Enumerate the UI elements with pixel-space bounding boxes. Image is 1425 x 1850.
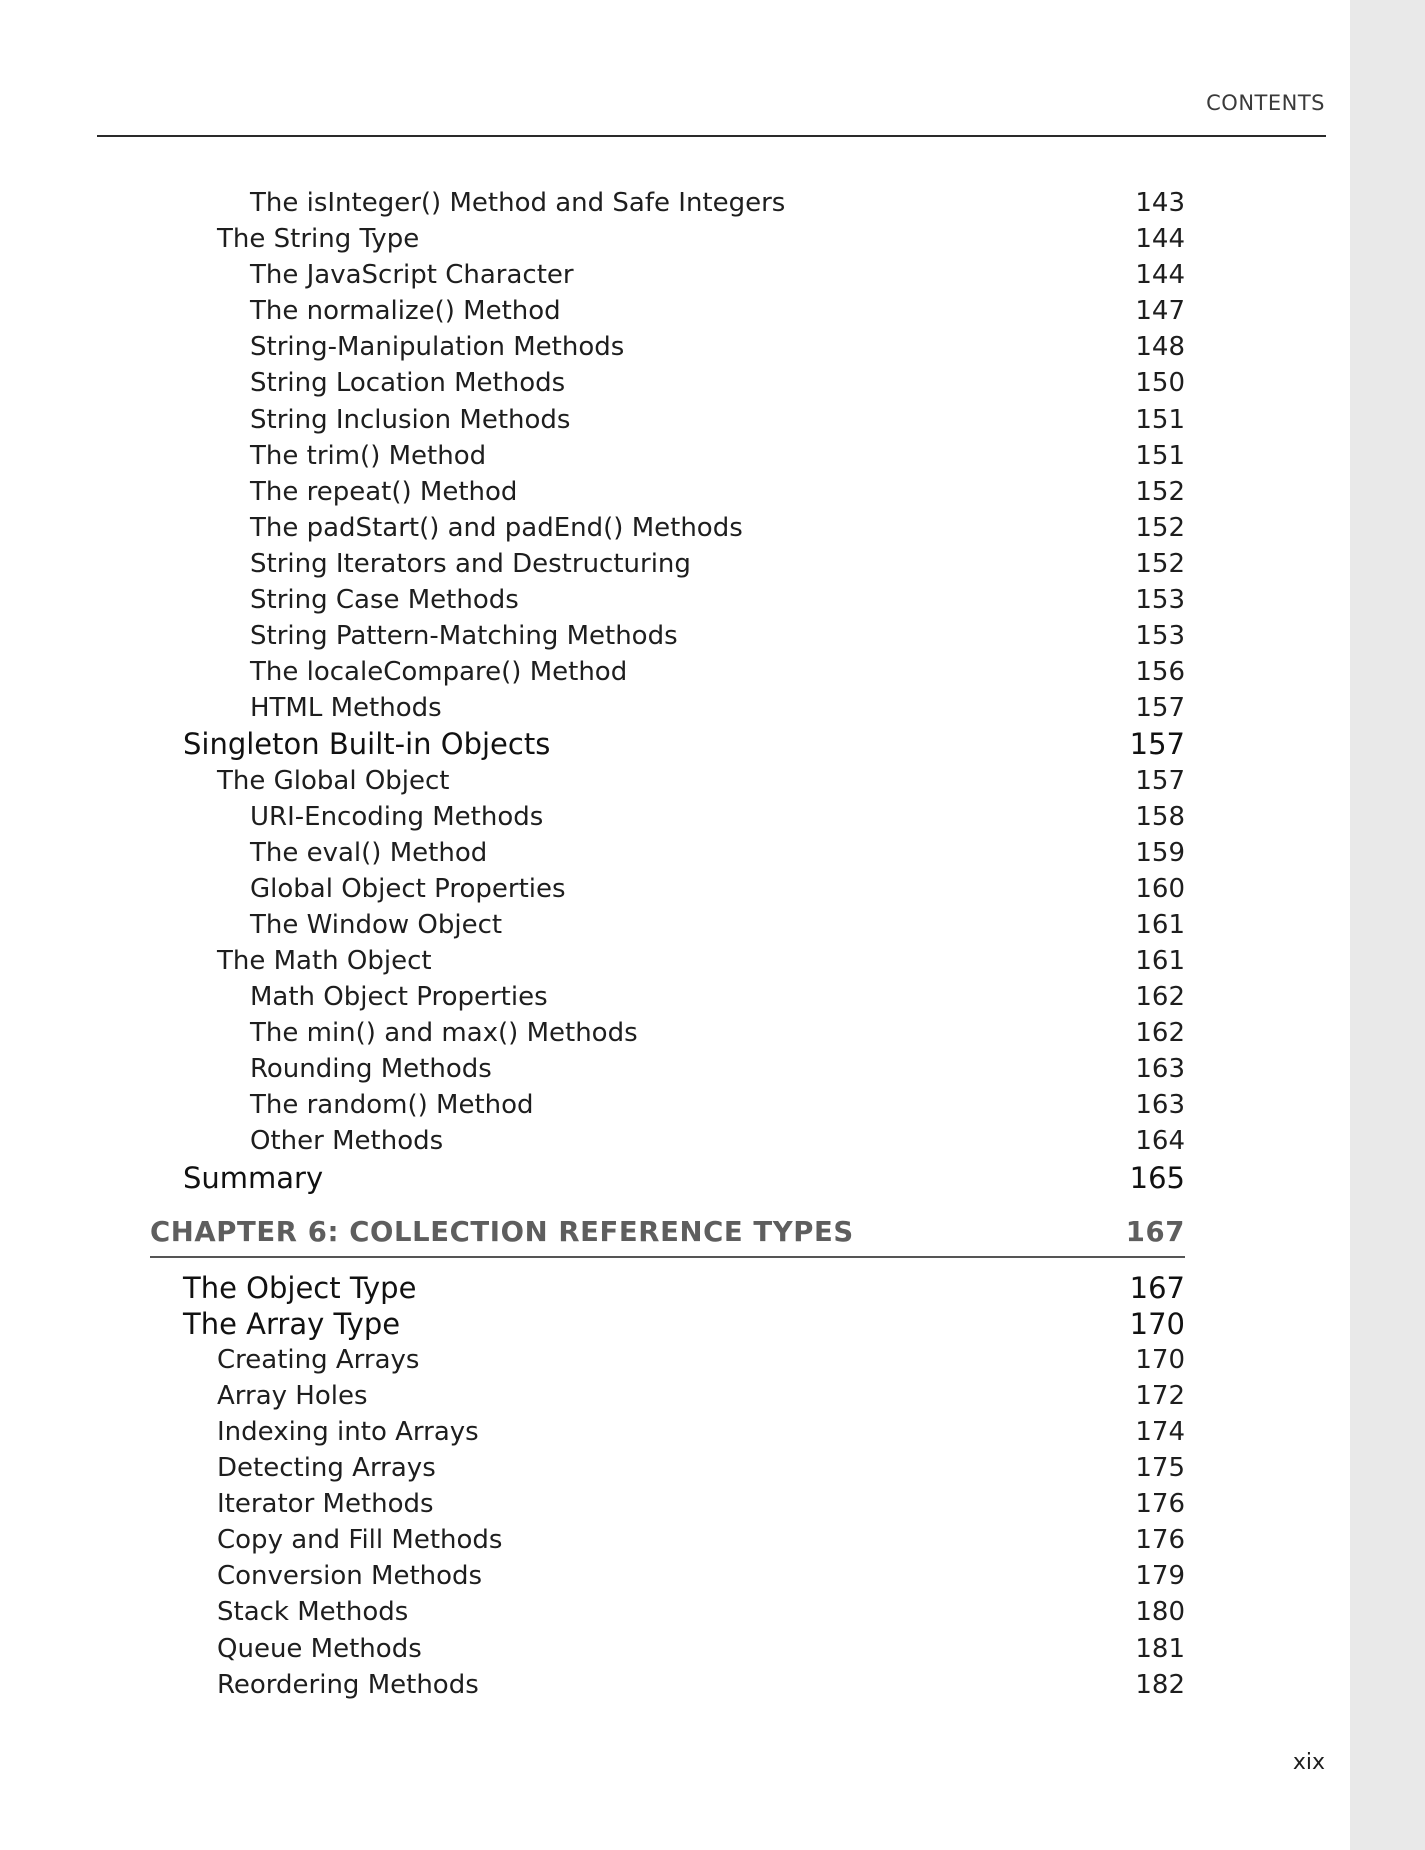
toc-entry-page: 151 (1135, 440, 1185, 471)
header-rule (97, 135, 1326, 137)
toc-entry (150, 1486, 1185, 1522)
toc-entry (150, 546, 1185, 582)
toc-entry-page: 156 (1135, 657, 1185, 688)
toc-entry-page: 175 (1135, 1453, 1185, 1484)
toc-entry-page: 151 (1135, 404, 1185, 435)
toc-entry-title: The String Type (217, 224, 420, 255)
toc-entry-title: The Window Object (250, 909, 503, 940)
toc-entry-title: Copy and Fill Methods (217, 1525, 503, 1556)
toc-entry-page: 176 (1135, 1525, 1185, 1556)
toc-entry-title: Rounding Methods (250, 1054, 492, 1085)
toc-entry-title: Stack Methods (217, 1597, 409, 1628)
toc-entry-page: 144 (1135, 224, 1185, 255)
toc-entry-page: 161 (1135, 909, 1185, 940)
toc-entry-page: 157 (1129, 727, 1185, 762)
toc-entry-title: Summary (183, 1160, 324, 1195)
toc-entry-page: 153 (1135, 585, 1185, 616)
toc-entry-page: 172 (1135, 1380, 1185, 1411)
toc-entry-title: String Iterators and Destructuring (250, 548, 691, 579)
toc-entry-page: 158 (1135, 801, 1185, 832)
toc-entry-title: Math Object Properties (250, 982, 548, 1013)
toc-entry-title: String-Manipulation Methods (250, 332, 625, 363)
toc-entry (150, 618, 1185, 654)
toc-entry-title: The random() Method (250, 1090, 534, 1121)
toc-entry-page: 161 (1135, 945, 1185, 976)
toc-entry-page: 150 (1135, 368, 1185, 399)
toc-entry-page: 163 (1135, 1054, 1185, 1085)
toc-entry-title: Global Object Properties (250, 873, 566, 904)
toc-entry (150, 690, 1185, 726)
toc-entry (150, 979, 1185, 1015)
toc-entry-page: 162 (1135, 1018, 1185, 1049)
toc-entry (150, 871, 1185, 907)
toc-entry (150, 1450, 1185, 1486)
toc-entry-page: 157 (1135, 765, 1185, 796)
toc-entry-page: 167 (1129, 1270, 1185, 1305)
toc-entry (150, 1594, 1185, 1630)
table-of-contents (150, 185, 1185, 1703)
toc-entry (150, 943, 1185, 979)
toc-entry (150, 1522, 1185, 1558)
toc-entry (150, 1015, 1185, 1051)
toc-entry-title: String Case Methods (250, 585, 519, 616)
toc-entry-page: 144 (1135, 260, 1185, 291)
toc-entry-page: 143 (1135, 188, 1185, 218)
toc-entry-title: The isInteger() Method and Safe Integers (250, 188, 786, 218)
page-number: xix (1292, 1750, 1325, 1775)
toc-entry (150, 726, 1185, 762)
toc-entry-title: Detecting Arrays (217, 1453, 436, 1484)
toc-entry (150, 582, 1185, 618)
toc-entry-page: 152 (1135, 476, 1185, 507)
toc-entry (150, 1342, 1185, 1378)
toc-entry (150, 329, 1185, 365)
toc-entry (150, 365, 1185, 401)
toc-entry-title: String Location Methods (250, 368, 566, 399)
toc-entry-title: The Object Type (183, 1270, 417, 1305)
toc-entry-page: 181 (1135, 1633, 1185, 1664)
toc-entry-title: The Global Object (217, 765, 450, 796)
toc-entry (150, 1087, 1185, 1123)
toc-entry-page: 152 (1135, 512, 1185, 543)
toc-entry (150, 402, 1185, 438)
toc-entry-title: The repeat() Method (250, 476, 518, 507)
toc-entry-page: 147 (1135, 296, 1185, 327)
toc-entry-title: The padStart() and padEnd() Methods (250, 512, 743, 543)
toc-entry-title: URI-Encoding Methods (250, 801, 544, 832)
toc-entry-title: Singleton Built-in Objects (183, 727, 551, 762)
toc-entry (150, 799, 1185, 835)
toc-entry (150, 438, 1185, 474)
toc-entry-page: 170 (1129, 1306, 1185, 1341)
toc-entry-page: 160 (1135, 873, 1185, 904)
toc-entry-title: The JavaScript Character (250, 260, 574, 291)
page-margin-strip (1350, 0, 1425, 1850)
toc-entry (150, 763, 1185, 799)
toc-entry (150, 1270, 1185, 1306)
toc-entry-page: 182 (1135, 1669, 1185, 1700)
toc-entry-title: Array Holes (217, 1380, 368, 1411)
toc-entry-page: 179 (1135, 1561, 1185, 1592)
toc-entry-page: 162 (1135, 982, 1185, 1013)
toc-entry-title: Indexing into Arrays (217, 1417, 479, 1447)
toc-entry-title: The Array Type (183, 1306, 401, 1341)
toc-entry-title: The min() and max() Methods (250, 1018, 638, 1049)
toc-entry-title: The normalize() Method (250, 296, 561, 327)
toc-entry-title: String Inclusion Methods (250, 404, 571, 435)
toc-entry-page: 165 (1129, 1160, 1185, 1195)
toc-entry-page: 153 (1135, 621, 1185, 652)
toc-entry (150, 1051, 1185, 1087)
toc-entry (150, 1160, 1185, 1196)
toc-entry-title: The trim() Method (250, 440, 487, 471)
toc-entry-title: The eval() Method (250, 837, 488, 868)
toc-entry (150, 1414, 1185, 1450)
toc-entry (150, 221, 1185, 257)
toc-entry (150, 185, 1185, 221)
toc-entry (150, 835, 1185, 871)
toc-entry (150, 907, 1185, 943)
chapter-title: CHAPTER 6: COLLECTION REFERENCE TYPES (150, 1215, 854, 1248)
toc-entry-title: Iterator Methods (217, 1489, 434, 1520)
toc-entry (150, 1378, 1185, 1414)
toc-entry-page: 148 (1135, 332, 1185, 363)
toc-entry (150, 1631, 1185, 1667)
toc-entry-page: 170 (1135, 1344, 1185, 1375)
toc-chapter-heading (150, 1196, 1185, 1258)
running-header: CONTENTS (1206, 91, 1325, 115)
toc-entry (150, 1306, 1185, 1342)
toc-entry-page: 176 (1135, 1489, 1185, 1520)
toc-entry-title: String Pattern-Matching Methods (250, 621, 678, 652)
toc-entry-title: Other Methods (250, 1126, 444, 1157)
toc-entry-page: 180 (1135, 1597, 1185, 1628)
toc-entry-page: 163 (1135, 1090, 1185, 1121)
toc-entry (150, 1667, 1185, 1703)
toc-entry-title: The Math Object (217, 945, 432, 976)
toc-entry (150, 1558, 1185, 1594)
toc-entry-page: 159 (1135, 837, 1185, 868)
toc-entry-title: HTML Methods (250, 693, 442, 724)
toc-entry-title: Queue Methods (217, 1633, 422, 1664)
toc-entry (150, 293, 1185, 329)
toc-entry-page: 157 (1135, 693, 1185, 724)
toc-entry (150, 654, 1185, 690)
toc-entry-title: Conversion Methods (217, 1561, 483, 1592)
toc-entry (150, 510, 1185, 546)
toc-entry-page: 174 (1135, 1417, 1185, 1447)
chapter-page-number: 167 (1125, 1215, 1185, 1248)
toc-entry-page: 152 (1135, 548, 1185, 579)
toc-entry-title: Creating Arrays (217, 1344, 420, 1375)
toc-entry-title: The localeCompare() Method (250, 657, 628, 688)
toc-entry (150, 474, 1185, 510)
toc-entry (150, 257, 1185, 293)
toc-entry (150, 1123, 1185, 1159)
toc-entry-title: Reordering Methods (217, 1669, 479, 1700)
toc-entry-page: 164 (1135, 1126, 1185, 1157)
